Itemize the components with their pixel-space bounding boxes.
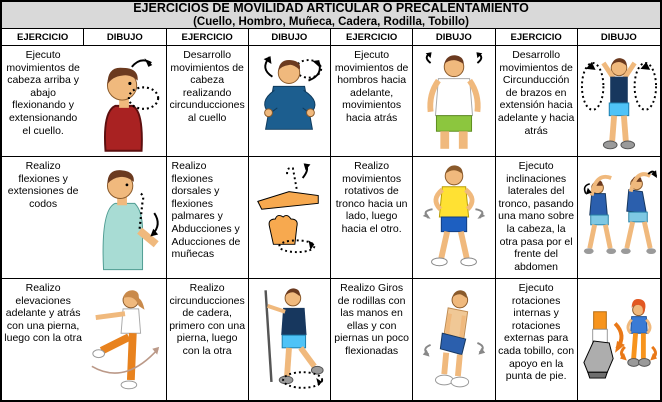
elbow-flexion-extension-icon xyxy=(86,161,164,273)
column-header-dibujo-4: DIBUJO xyxy=(578,29,660,46)
drawing-cell xyxy=(413,46,495,157)
neck-flexion-extension-icon xyxy=(86,50,164,154)
shoulder-rolls-icon xyxy=(415,50,493,154)
exercise-cell xyxy=(167,46,249,157)
wrist-movements-icon xyxy=(250,161,328,273)
knee-circles-icon xyxy=(415,283,493,399)
drawing-cell xyxy=(413,279,495,400)
exercise-text: Ejecuto movimientos de hombros hacia adelante, movimientos hacia atrás xyxy=(334,49,409,124)
exercise-cell xyxy=(496,46,578,157)
exercise-text: Desarrollo movimientos de cabeza realizando circunducciones al cuello xyxy=(169,49,245,124)
exercise-text: Desarrollo movimientos de Circunducción de brazos en extensión hacia adelante y hacia atrás xyxy=(497,49,575,137)
exercise-text: Ejecuto movimientos de cabeza arriba y abajo flexionando y extensionando el cuello. xyxy=(6,49,80,137)
drawing-cell xyxy=(578,157,660,279)
exercise-text: Realizo elevaciones adelante y atrás con una pierna, luego con la otra xyxy=(4,282,82,345)
exercise-text: Ejecuto rotaciones internas y rotaciones externas para cada tobillo, con apoyo en la punta de pie. xyxy=(498,282,575,383)
ankle-rotation-icon xyxy=(580,283,658,399)
drawing-cell xyxy=(249,46,331,157)
column-header-dibujo-3: DIBUJO xyxy=(413,29,495,46)
column-header-dibujo-1: DIBUJO xyxy=(84,29,166,46)
neck-circumduction-icon xyxy=(250,50,328,154)
column-header-dibujo-2: DIBUJO xyxy=(249,29,331,46)
exercise-text: Realizo flexiones dorsales y flexiones palmares y Abducciones y Aducciones de muñecas xyxy=(171,160,241,261)
exercise-cell xyxy=(331,46,413,157)
drawing-cell xyxy=(84,157,166,279)
lateral-trunk-bend-icon xyxy=(580,161,658,273)
arm-circumduction-icon xyxy=(580,50,658,154)
exercise-text: Realizo movimientos rotativos de tronco hacia un lado, luego hacia el otro. xyxy=(335,160,408,235)
column-header-ejercicio-1: EJERCICIO xyxy=(2,29,84,46)
page-subtitle: (Cuello, Hombro, Muñeca, Cadera, Rodilla, Tobillo) xyxy=(193,15,469,28)
trunk-rotation-icon xyxy=(415,161,493,273)
exercise-text: Realizo Giros de rodillas con las manos en ellas y con piernas un poco flexionadas xyxy=(334,282,409,357)
exercise-cell xyxy=(167,279,249,400)
exercise-cell xyxy=(2,46,84,157)
leg-swing-icon xyxy=(86,283,164,399)
exercise-cell xyxy=(2,279,84,400)
exercise-cell xyxy=(331,157,413,279)
drawing-cell xyxy=(413,157,495,279)
exercise-cell xyxy=(167,157,249,279)
column-header-ejercicio-3: EJERCICIO xyxy=(331,29,413,46)
exercise-text: Ejecuto inclinaciones laterales del tronco, pasando una mano sobre la cabeza, la otra pasa por el frente del abdomen xyxy=(498,160,575,273)
drawing-cell xyxy=(578,46,660,157)
column-header-ejercicio-4: EJERCICIO xyxy=(496,29,578,46)
exercise-cell xyxy=(496,157,578,279)
table-title-block xyxy=(2,2,660,29)
exercise-cell xyxy=(2,157,84,279)
exercise-text: Realizo flexiones y extensiones de codos xyxy=(7,160,79,210)
hip-circumduction-icon xyxy=(250,283,328,399)
exercise-cell xyxy=(496,279,578,400)
exercise-cell xyxy=(331,279,413,400)
drawing-cell xyxy=(84,46,166,157)
drawing-cell xyxy=(249,157,331,279)
drawing-cell xyxy=(578,279,660,400)
drawing-cell xyxy=(249,279,331,400)
column-header-ejercicio-2: EJERCICIO xyxy=(167,29,249,46)
page-title: EJERCICIOS DE MOVILIDAD ARTICULAR O PRECALENTAMIENTO xyxy=(133,0,529,15)
exercise-text: Realizo circunducciones de cadera, primero con una pierna, luego con la otra xyxy=(169,282,246,357)
drawing-cell xyxy=(84,279,166,400)
